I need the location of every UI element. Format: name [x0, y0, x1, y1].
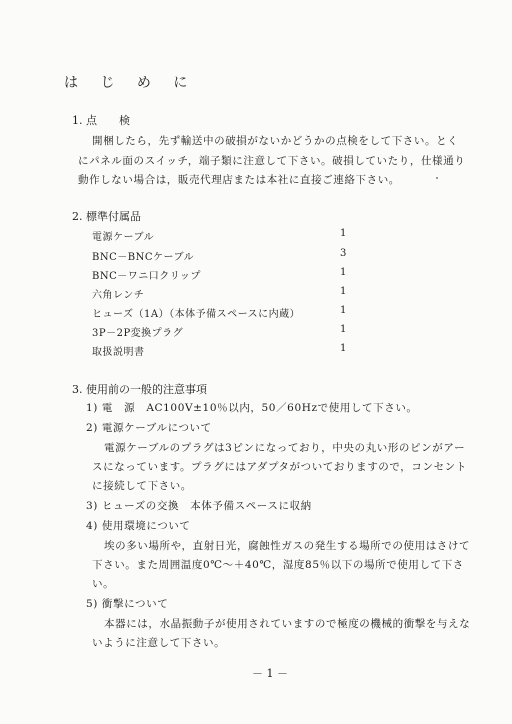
- section-1-line-3: 動作しない場合は，販売代理店または本社に直接ご連絡下さい。: [78, 174, 400, 186]
- note-power-cable-heading: 2) 電源ケーブルについて: [86, 422, 212, 434]
- section-2-heading: 2. 標準付属品: [72, 210, 141, 223]
- note-shock-heading: 5) 衝撃について: [86, 598, 169, 610]
- accessory-item-name: 3P－2P変換プラグ: [92, 328, 184, 339]
- accessory-item-qty: 1: [340, 324, 347, 335]
- note-environment-line-1: 埃の多い場所や，直射日光，腐蝕性ガスの発生する場所での使用はさけて: [104, 540, 471, 552]
- note-power-cable-line-3: に接続して下さい。: [92, 480, 192, 492]
- accessory-item-qty: 1: [340, 343, 347, 354]
- section-1-line-1: 開梱したら，先ず輸送中の破損がないかどうかの点検をして下さい。とく: [92, 135, 459, 147]
- accessory-item-qty: 1: [340, 267, 347, 278]
- accessory-item-name: 取扱説明書: [92, 347, 145, 358]
- note-power-cable-line-1: 電源ケーブルのプラグは3ピンになっており，中央の丸い形のピンがアー: [104, 442, 466, 454]
- accessory-item-name: 電源ケーブル: [92, 232, 155, 243]
- page-title: は じ め に: [64, 75, 197, 91]
- stray-mark: [436, 177, 438, 179]
- note-environment-line-3: い。: [92, 578, 115, 590]
- note-power: 1) 電 源 AC100V±10％以内，50／60Hzで使用して下さい。: [86, 402, 418, 414]
- note-environment-line-2: 下さい。また周囲温度0℃～＋40℃，湿度85％以下の場所で使用して下さ: [92, 559, 464, 571]
- page-number: － 1 －: [252, 667, 288, 680]
- accessory-item-name: ヒューズ（1A）（本体予備スペースに内蔵）: [92, 309, 301, 320]
- section-1-line-2: にパネル面のスイッチ，端子類に注意して下さい。破損していたり，仕様通り: [78, 155, 466, 167]
- accessory-item-qty: 1: [340, 305, 347, 316]
- accessory-item-qty: 3: [340, 248, 347, 259]
- note-power-cable-line-2: スになっています。プラグにはアダプタがついておりますので，コンセント: [92, 461, 467, 473]
- note-shock-line-1: 本器には，水晶振動子が使用されていますので極度の機械的衝撃を与えな: [104, 618, 471, 630]
- accessory-item-name: BNC－BNCケーブル: [92, 252, 195, 263]
- note-fuse: 3) ヒューズの交換 本体予備スペースに収納: [86, 500, 312, 512]
- accessory-item-qty: 1: [340, 228, 347, 239]
- note-shock-line-2: いように注意して下さい。: [92, 637, 226, 649]
- section-1-heading: 1. 点 検: [72, 114, 130, 127]
- section-3-heading: 3. 使用前の一般的注意事項: [72, 383, 207, 396]
- accessory-item-name: BNC－ワニ口クリップ: [92, 271, 201, 282]
- accessory-item-name: 六角レンチ: [92, 290, 145, 301]
- accessory-item-qty: 1: [340, 286, 347, 297]
- note-environment-heading: 4) 使用環境について: [86, 520, 191, 532]
